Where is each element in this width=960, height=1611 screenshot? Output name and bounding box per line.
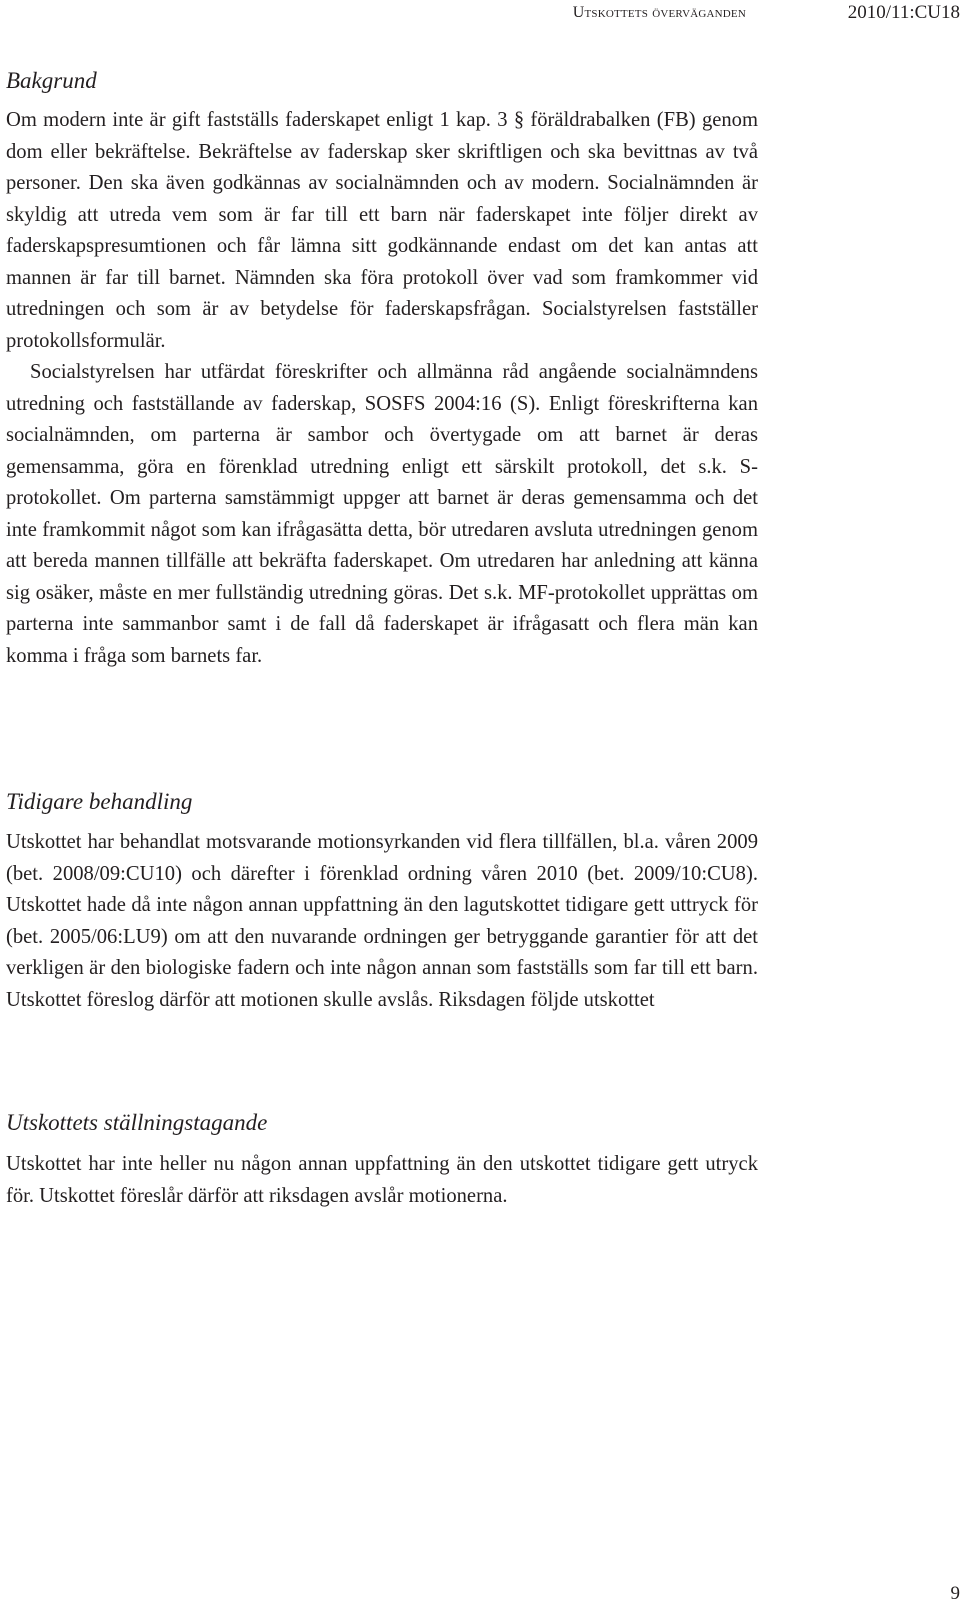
- paragraph-bakgrund-2: Socialstyrelsen har utfärdat föreskrifter och allmänna råd angående socialnämndens utredning och fastställande av faderskap, SOSFS 2004:16 (S). Enligt föreskrifterna kan socialnämnden, om parterna är sambor och övertygade om att barnet är deras gemensamma, göra en förenklad utredning enligt ett särskilt protokoll, det s.k. S-protokollet. Om parterna samstämmigt uppger att barnet är deras gemensamma och det inte framkommit något som kan ifrågasätta detta, bör utredaren avsluta utredningen genom att bereda mannen tillfälle att bekräfta faderskapet. Om utredaren har anledning att känna sig osäker, måste en mer fullständig utredning göras. Det s.k. MF-protokollet upprättas om parterna inte sammanbor samt i de fall då faderskapet är ifrågasatt och flera män kan komma i fråga som barnets far.: [6, 361, 758, 667]
- paragraph-tidigare-1: Utskottet har behandlat motsvarande motionsyrkanden vid flera tillfällen, bl.a. våren 2009 (bet. 2008/09:CU10) och därefter i förenklad ordning våren 2010 (bet. 2009/10:CU8). Utskottet hade då inte någon annan uppfattning än den lagutskottet tidigare gett uttryck för (bet. 2005/06:LU9) om att den nuvarande ordningen ger betryggande garantier för att det verkligen är den biologiske fadern och inte någon annan som fastställs som far till ett barn. Utskottet föreslog därför att motionen skulle avslås. Riksdagen följde utskottet: [6, 831, 758, 1011]
- page-number: 9: [950, 1583, 960, 1604]
- heading-tidigare-behandling: Tidigare behandling: [6, 789, 193, 814]
- section-tidigare-body: [6, 827, 758, 1016]
- section-bakgrund-body: [6, 105, 758, 672]
- heading-utskottets-stallningstagande: Utskottets ställningstagande: [6, 1110, 268, 1135]
- running-header-document-id: 2010/11:CU18: [847, 2, 960, 23]
- section-stallning-body: [6, 1149, 758, 1212]
- running-header-section: Utskottets överväganden: [572, 4, 746, 21]
- paragraph-bakgrund-1: Om modern inte är gift fastställs faderskapet enligt 1 kap. 3 § föräldrabalken (FB) genom dom eller bekräftelse. Bekräftelse av faderskap sker skriftligen och ska bevittnas av två personer. Den ska även godkännas av socialnämnden och av modern. Socialnämnden är skyldig att utreda vem som är far till ett barn när faderskapet inte följer direkt av faderskapspresumtionen och får lämna sitt godkännande endast om det kan antas att mannen är far till barnet. Nämnden ska föra protokoll över vad som framkommer vid utredningen och som är av betydelse för faderskapsfrågan. Socialstyrelsen fastställer protokollsformulär.: [6, 109, 758, 352]
- heading-bakgrund: Bakgrund: [6, 68, 97, 93]
- paragraph-stallning-1: Utskottet har inte heller nu någon annan uppfattning än den utskottet tidigare gett utryck för. Utskottet föreslår därför att riksdagen avslår motionerna.: [6, 1153, 758, 1207]
